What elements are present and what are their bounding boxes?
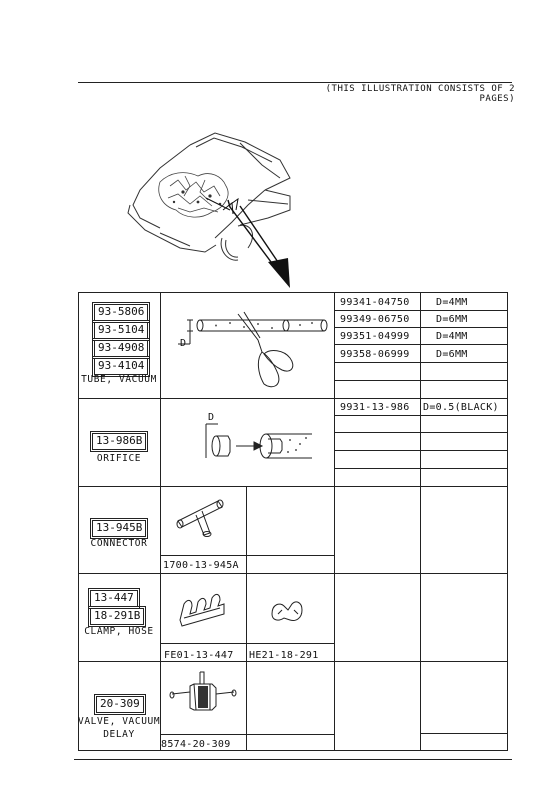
table-divider xyxy=(420,292,421,751)
spec-part-number: 99358-06999 xyxy=(340,349,410,360)
table-divider xyxy=(78,486,508,487)
table-divider xyxy=(160,643,334,644)
illustration-note: (THIS ILLUSTRATION CONSISTS OF 2 PAGES) xyxy=(325,84,515,104)
spec-part-number: 99349-06750 xyxy=(340,314,410,325)
table-divider xyxy=(334,292,335,751)
spec-part-number: 99351-04999 xyxy=(340,331,410,342)
table-divider xyxy=(78,661,508,662)
table-divider xyxy=(334,415,508,416)
clamp-illustration xyxy=(160,574,246,642)
part-number-box: 13-986B xyxy=(92,433,146,450)
variant-part-number: FE01-13-447 xyxy=(164,650,234,661)
part-number-box: 93-4908 xyxy=(94,340,148,357)
part-name-label: TUBE, VACUUM xyxy=(81,374,157,385)
part-number-box: 13-447 xyxy=(90,590,138,607)
table-divider xyxy=(160,734,334,735)
table-divider xyxy=(334,327,508,328)
part-name-label: CONNECTOR xyxy=(90,538,148,549)
spec-value: D=4MM xyxy=(436,297,468,308)
footer-rule xyxy=(74,759,512,760)
dimension-label: D xyxy=(208,412,215,423)
variant-part-number: 8574-20-309 xyxy=(161,739,231,750)
spec-value: D=6MM xyxy=(436,349,468,360)
dimension-label: D xyxy=(180,338,187,349)
part-number-box: 20-309 xyxy=(96,696,144,713)
table-divider xyxy=(334,380,508,381)
part-name-label: DELAY xyxy=(103,729,135,740)
table-divider xyxy=(334,344,508,345)
delay-valve-illustration xyxy=(160,662,246,734)
part-number-box: 93-4104 xyxy=(94,358,148,375)
part-name-label: VALVE, VACUUM xyxy=(78,716,161,727)
connector-illustration xyxy=(160,487,246,557)
table-divider xyxy=(334,432,508,433)
table-divider xyxy=(334,468,508,469)
hose-clamp-illustration xyxy=(246,574,334,642)
part-name-label: CLAMP, HOSE xyxy=(84,626,154,637)
spec-value: D=6MM xyxy=(436,314,468,325)
variant-part-number: HE21-18-291 xyxy=(249,650,319,661)
table-divider xyxy=(334,310,508,311)
part-name-label: ORIFICE xyxy=(96,453,142,464)
table-divider xyxy=(334,450,508,451)
spec-part-number: 99341-04750 xyxy=(340,297,410,308)
spec-value: D=4MM xyxy=(436,331,468,342)
part-number-box: 93-5104 xyxy=(94,322,148,339)
variant-part-number: 1700-13-945A xyxy=(163,560,239,571)
spec-value: D=0.5(BLACK) xyxy=(423,402,499,413)
orifice-illustration xyxy=(160,398,334,486)
table-divider xyxy=(334,362,508,363)
part-number-box: 13-945B xyxy=(92,520,146,537)
part-number-box: 18-291B xyxy=(90,608,144,625)
part-number-box: 93-5806 xyxy=(94,304,148,321)
car-illustration xyxy=(0,0,556,300)
spec-part-number: 9931-13-986 xyxy=(340,402,410,413)
table-divider xyxy=(420,733,508,734)
